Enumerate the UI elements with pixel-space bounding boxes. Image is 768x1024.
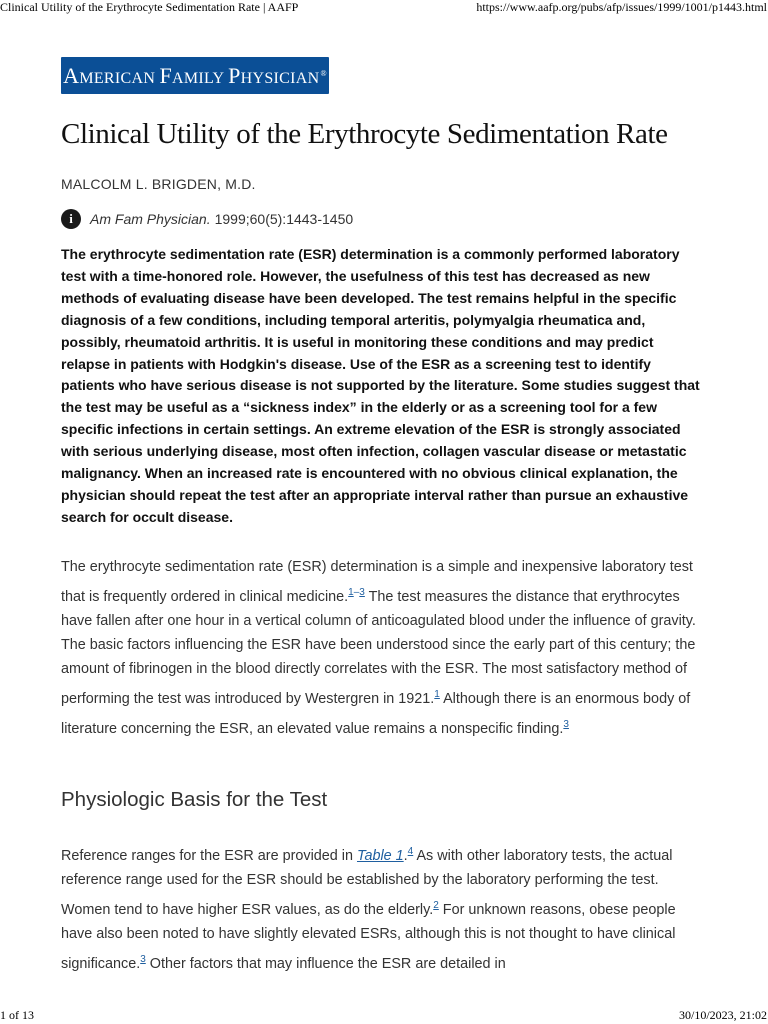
ref-link[interactable]: 1 — [348, 587, 354, 598]
print-header-url: https://www.aafp.org/pubs/afp/issues/1999/1001/p1443.html — [476, 0, 767, 14]
print-page-number: 1 of 13 — [0, 1008, 34, 1022]
p1-text-b: The test measures the distance that erythrocytes have fallen after one hour in a vertical column of anticoagulated blood under the influence of gravity. The basic factors influencing the ESR have been understood since the early part of this century; the amount of fibrinogen in the blood directly correlates with the ESR. The most satisfactory method of performing the test was introduced by Westergren in 1921. — [61, 588, 696, 707]
p2-text-c: As with other laboratory tests, the actual reference range used for the ESR should be established by the laboratory performing the test. Women tend to have higher ESR values, as do the elderly. — [61, 847, 673, 918]
article-title: Clinical Utility of the Erythrocyte Sedimentation Rate — [61, 118, 668, 150]
ref-link[interactable]: 4 — [407, 846, 414, 857]
p2-text-b: . — [403, 847, 408, 864]
ref-link[interactable]: 3 — [140, 953, 146, 965]
article-author: MALCOLM L. BRIGDEN, M.D. — [61, 176, 256, 192]
p1-text-a: The erythrocyte sedimentation rate (ESR) determination is a simple and inexpensive laboratory test that is frequently ordered in clinical medicine. — [61, 559, 693, 605]
ref-link[interactable]: 1 — [434, 688, 440, 700]
p2-text-e: Other factors that may influence the ESR are detailed in — [145, 955, 506, 972]
body-paragraph-1 — [61, 555, 701, 740]
afp-logo[interactable]: AMERICAN FAMILY PHYSICIAN® — [61, 57, 329, 94]
article-abstract: The erythrocyte sedimentation rate (ESR) determination is a commonly performed laboratory test with a time-honored role. However, the usefulness of this test has decreased as new methods of evaluating disease have been developed. The test remains helpful in the specific diagnosis of a few conditions, including temporal arteritis, polymyalgia rheumatica and, possibly, rheumatoid arthritis. It is useful in monitoring these conditions and may predict relapse in patients with Hodgkin's disease. Use of the ESR as a screening test to identify patients who have serious disease is not supported by the literature. Some studies suggest that the test may be useful as a “sickness index” in the elderly or as a screening tool for a few specific infections in certain settings. An extreme elevation of the ESR is strongly associated with serious underlying disease, most often infection, collagen vascular disease or metastatic malignancy. When an increased rate is encountered with no obvious clinical explanation, the physician should repeat the test after an appropriate interval rather than pursue an exhaustive search for occult disease. — [61, 246, 700, 525]
p2-text-d: For unknown reasons, obese people have also been noted to have slightly elevated ESRs, although this is not thought to have clinical significance. — [61, 901, 676, 972]
p1-text-c: Although there is an enormous body of literature concerning the ESR, an elevated value remains a nonspecific finding. — [61, 690, 691, 737]
print-header-title: Clinical Utility of the Erythrocyte Sedimentation Rate | AAFP — [0, 0, 299, 14]
ref-link[interactable]: 2 — [433, 899, 439, 911]
print-timestamp: 30/10/2023, 21:02 — [678, 1008, 767, 1022]
body-paragraph-2 — [61, 838, 701, 975]
article-citation — [61, 209, 353, 229]
ref-link[interactable]: 3 — [563, 718, 569, 730]
ref-dash: – — [353, 587, 360, 598]
citation-volume: 1999;60(5):1443-1450 — [214, 211, 354, 227]
table-1-link[interactable]: Table 1 — [356, 847, 404, 864]
section-heading: Physiologic Basis for the Test — [61, 788, 328, 811]
journal-name: Am Fam Physician. — [90, 211, 211, 227]
info-icon[interactable]: i — [61, 209, 81, 229]
print-header — [0, 0, 768, 16]
p2-text-a: Reference ranges for the ESR are provided in — [61, 847, 357, 864]
ref-link[interactable]: 3 — [359, 587, 365, 598]
print-footer — [0, 1008, 768, 1024]
